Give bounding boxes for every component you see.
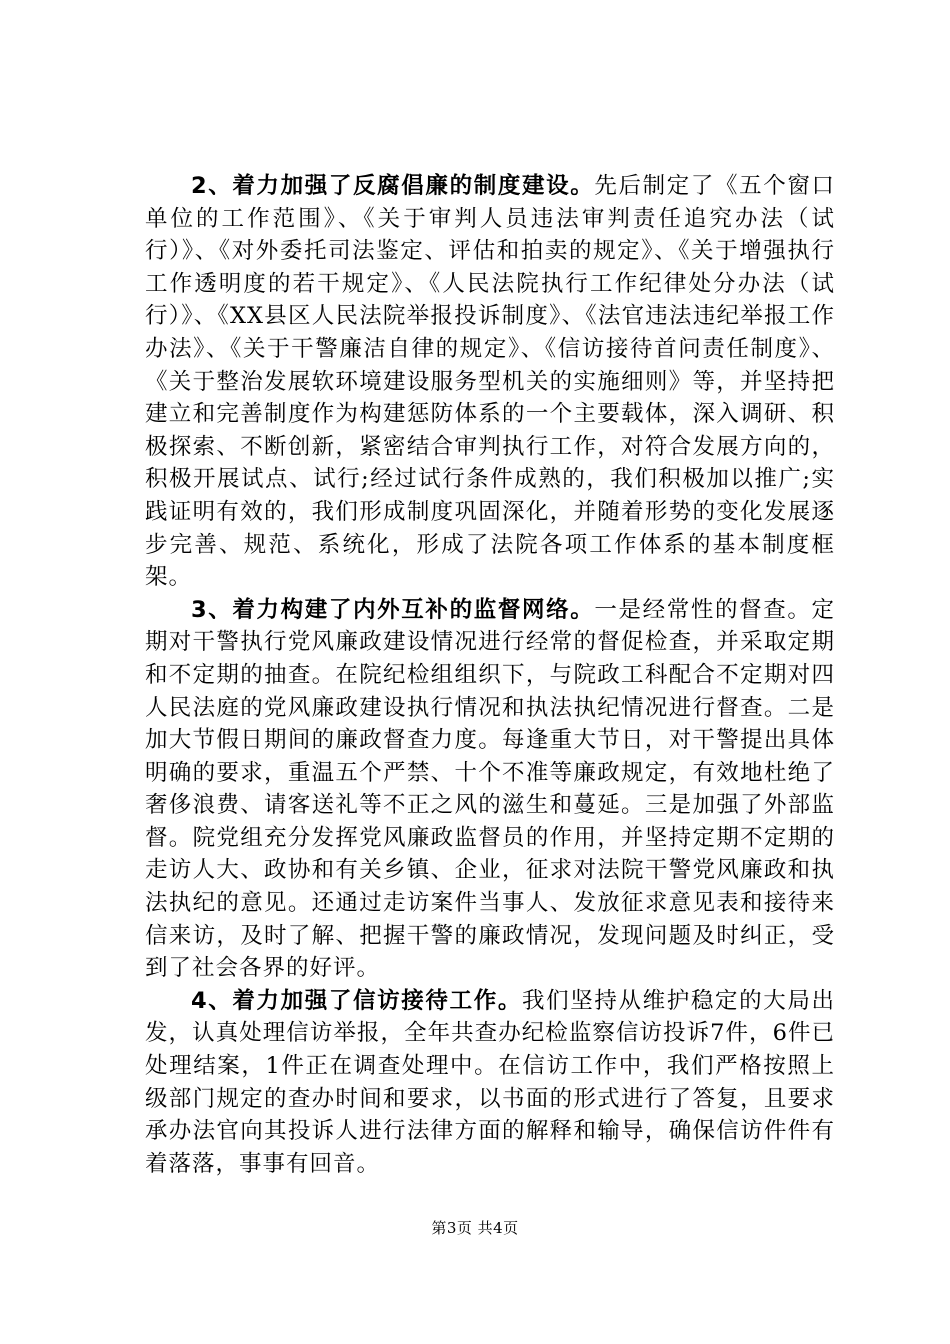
paragraph-supervision-network [145,594,835,985]
page-number-footer: 第3页 共4页 [431,1219,519,1237]
paragraph-heading: 2、着力加强了反腐倡廉的制度建设。 [191,173,595,199]
paragraph-petition-work [145,985,835,1181]
paragraph-text: 先后制定了《五个窗口单位的工作范围》、《关于审判人员违法审判责任追究办法（试行）》、《对外委托司法鉴定、评估和拍卖的规定》、《关于增强执行工作透明度的若干规定》、《人民法院执行工作纪律处分办法（试行）》、《XX县区人民法院举报投诉制度》、《法官违法违纪举报工作办法》、《关于干警廉洁自律的规定》、《信访接待首问责任制度》、《关于整治发展软环境建设服务型机关的实施细则》等，并坚持把建立和完善制度作为构建惩防体系的一个主要载体，深入调研、积极探索、不断创新，紧密结合审判执行工作，对符合发展方向的，积极开展试点、试行;经过试行条件成熟的，我们积极加以推广;实践证明有效的，我们形成制度巩固深化，并随着形势的变化发展逐步完善、规范、系统化，形成了法院各项工作体系的基本制度框架。 [145,173,835,591]
paragraph-heading: 4、着力加强了信访接待工作。 [191,987,522,1014]
paragraph-system-building [145,170,835,594]
paragraph-heading: 3、着力构建了内外互补的监督网络。 [191,596,595,623]
paragraph-text: 我们坚持从维护稳定的大局出发，认真处理信访举报，全年共查办纪检监察信访投诉7件，6件已处理结案，1件正在调查处理中。在信访工作中，我们严格按照上级部门规定的查办时间和要求，以书面的形式进行了答复，且要求承办法官向其投诉人进行法律方面的解释和输导，确保信访件件有着落落，事事有回音。 [145,987,835,1177]
paragraph-text: 一是经常性的督查。定期对干警执行党风廉政建设情况进行经常的督促检查，并采取定期和不定期的抽查。在院纪检组组织下，与院政工科配合不定期对四人民法庭的党风廉政建设执行情况和执法执纪情况进行督查。二是加大节假日期间的廉政督查力度。每逢重大节日，对干警提出具体明确的要求，重温五个严禁、十个不准等廉政规定，有效地杜绝了奢侈浪费、请客送礼等不正之风的滋生和蔓延。三是加强了外部监督。院党组充分发挥党风廉政监督员的作用，并坚持定期不定期的走访人大、政协和有关乡镇、企业，征求对法院干警党风廉政和执法执纪的意见。还通过走访案件当事人、发放征求意见表和接待来信来访，及时了解、把握干警的廉政情况，发现问题及时纠正，受到了社会各界的好评。 [145,596,835,982]
document-body [145,170,835,1180]
